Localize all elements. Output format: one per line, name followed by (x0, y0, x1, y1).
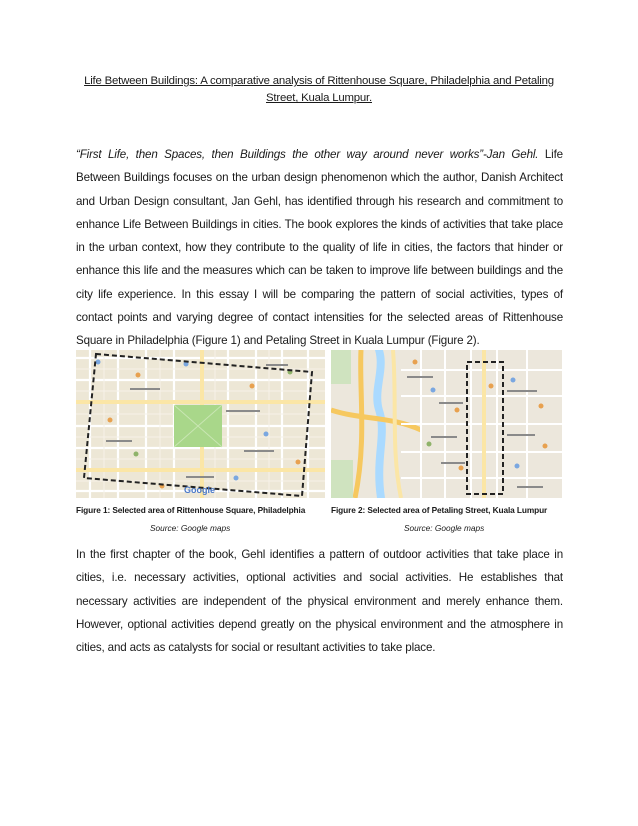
figure-2-map (331, 350, 562, 498)
intro-paragraph (76, 143, 563, 353)
figure-1-map (76, 350, 325, 498)
petaling-street-map-image (331, 350, 562, 498)
rittenhouse-map-image (76, 350, 325, 498)
figure-1-caption: Figure 1: Selected area of Rittenhouse Square, Philadelphia (76, 505, 306, 515)
page-title: Life Between Buildings: A comparative analysis of Rittenhouse Square, Philadelphia and Petaling Street, Kuala Lumpur. (84, 75, 554, 104)
activities-paragraph: In the first chapter of the book, Gehl identifies a pattern of outdoor activities that take place in cities, i.e. necessary activities, optional activities and social activities. He establishes that necessary activities are independent of the physical environment and merely enhance them. However, optional activities depend greatly on the physical environment and the atmosphere in cities, and acts as catalysts for social or resultant activities to take place. (76, 548, 563, 655)
google-logo: Google (184, 485, 215, 495)
figure-2-source: Source: Google maps (404, 523, 485, 533)
gehl-quote: “First Life, then Spaces, then Buildings the other way around never works”-Jan Gehl. (76, 148, 539, 161)
figure-1-source: Source: Google maps (150, 523, 231, 533)
figure-2-caption: Figure 2: Selected area of Petaling Street, Kuala Lumpur (331, 505, 548, 515)
intro-paragraph-body: Life Between Buildings focuses on the urban design phenomenon which the author, Danish Architect and Urban Design consultant, Jan Gehl, has identified through his research and commitment to enhance Life Between Buildings in cities. The book explores the kinds of activities that take place in the urban context, how they contribute to the quality of life in cities, the factors that hinder or enhance this life and the measures which can be taken to improve life between buildings and the city life experience. In this essay I will be comparing the pattern of social activities, types of contact points and varying degree of contact intensities for the selected areas of Rittenhouse Square in Philadelphia (Figure 1) and Petaling Street in Kuala Lumpur (Figure 2). (76, 148, 563, 348)
